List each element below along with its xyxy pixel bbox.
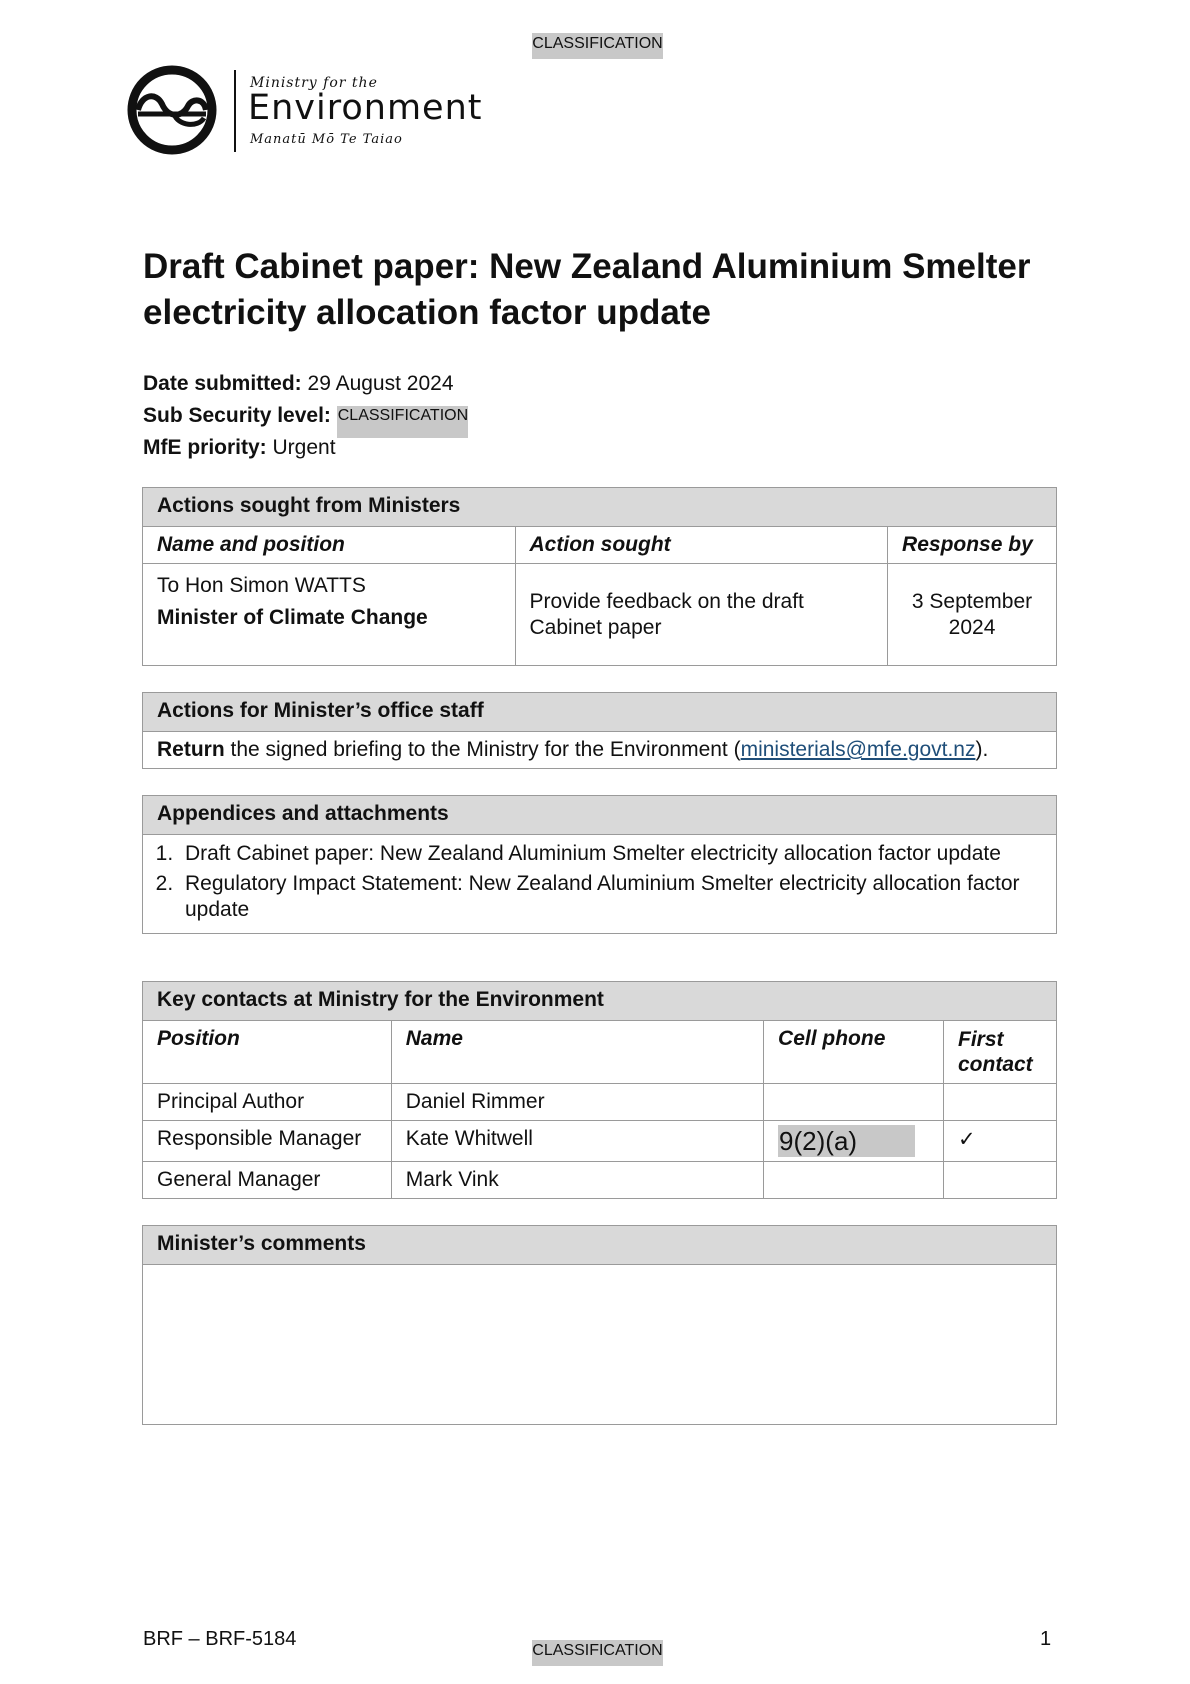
meta-security-value: CLASSIFICATION (337, 406, 468, 438)
contact-phone (764, 1162, 944, 1199)
logo-line-1: Ministry for the (250, 75, 378, 91)
classification-marker-bottom: CLASSIFICATION (532, 1640, 663, 1666)
col-action-sought: Action sought (515, 527, 888, 564)
meta-priority-label: MfE priority: (143, 436, 267, 459)
contact-position: General Manager (143, 1162, 392, 1199)
action-sought-text: Provide feedback on the draft Cabinet paper (515, 564, 888, 666)
col-first-contact: First contact (944, 1021, 1057, 1084)
logo-line-3: Manatū Mō Te Taiao (250, 132, 403, 147)
key-contacts-table (142, 981, 1057, 1199)
col-name: Name (391, 1021, 763, 1084)
return-text: the signed briefing to the Ministry for the Environment ( (224, 738, 741, 761)
contact-first (944, 1162, 1057, 1199)
contact-name: Mark Vink (391, 1162, 763, 1199)
ministry-logo (124, 64, 484, 164)
appendix-item-1: 1. Draft Cabinet paper: New Zealand Aluminium Smelter electricity allocation factor update (179, 841, 1042, 867)
meta-security-row (143, 400, 468, 432)
meta-priority-value: Urgent (272, 436, 336, 459)
actions-sought-heading: Actions sought from Ministers (143, 488, 1057, 527)
col-position: Position (143, 1021, 392, 1084)
office-staff-instruction (143, 732, 1057, 769)
minister-comments-table (142, 1225, 1057, 1425)
table-row (143, 1162, 1057, 1199)
appendices-list-cell (143, 835, 1057, 934)
appendices-list (143, 841, 1042, 923)
appendix-item-2: 2. Regulatory Impact Statement: New Zealand Aluminium Smelter electricity allocation factor update (179, 871, 1042, 923)
actions-sought-table (142, 487, 1057, 666)
office-staff-heading: Actions for Minister’s office staff (143, 693, 1057, 732)
table-row (143, 1084, 1057, 1121)
document-meta (143, 368, 468, 464)
contact-name: Kate Whitwell (391, 1121, 763, 1162)
meta-date-label: Date submitted: (143, 372, 302, 395)
page-number: 1 (1040, 1628, 1052, 1650)
document-title: Draft Cabinet paper: New Zealand Aluminium Smelter electricity allocation factor update (143, 247, 1031, 332)
recipient-to: To Hon Simon WATTS (157, 574, 366, 597)
meta-date-row (143, 368, 468, 400)
return-end: ). (975, 738, 989, 761)
redacted-phone: 9(2)(a) (778, 1125, 915, 1157)
minister-comments-heading: Minister’s comments (143, 1226, 1057, 1265)
contact-first (944, 1084, 1057, 1121)
meta-security-label: Sub Security level: (143, 404, 331, 427)
meta-date-value: 29 August 2024 (307, 372, 454, 395)
contact-position: Responsible Manager (143, 1121, 392, 1162)
contact-position: Principal Author (143, 1084, 392, 1121)
col-cell-phone: Cell phone (764, 1021, 944, 1084)
contact-name: Daniel Rimmer (391, 1084, 763, 1121)
table-row (143, 1121, 1057, 1162)
office-staff-table (142, 692, 1057, 769)
minister-comments-field[interactable] (143, 1265, 1057, 1425)
footer-reference: BRF – BRF-5184 (143, 1628, 297, 1650)
contact-phone-cell (764, 1121, 944, 1162)
key-contacts-heading: Key contacts at Ministry for the Environment (143, 982, 1057, 1021)
logo-line-2: Environment (248, 88, 483, 128)
appendices-table (142, 795, 1057, 934)
classification-marker-top: CLASSIFICATION (532, 33, 663, 59)
recipient-role: Minister of Climate Change (157, 606, 428, 629)
ministry-emblem-icon (124, 64, 224, 164)
recipient-cell (143, 564, 516, 666)
appendices-heading: Appendices and attachments (143, 796, 1057, 835)
response-by-date: 3 September 2024 (888, 564, 1057, 666)
return-bold: Return (157, 738, 225, 761)
logo-divider (234, 70, 236, 152)
ministerials-email-link[interactable]: ministerials@mfe.govt.nz (740, 738, 976, 761)
col-response-by: Response by (888, 527, 1057, 564)
col-name-position: Name and position (143, 527, 516, 564)
contact-phone (764, 1084, 944, 1121)
contact-first: ✓ (944, 1121, 1057, 1162)
